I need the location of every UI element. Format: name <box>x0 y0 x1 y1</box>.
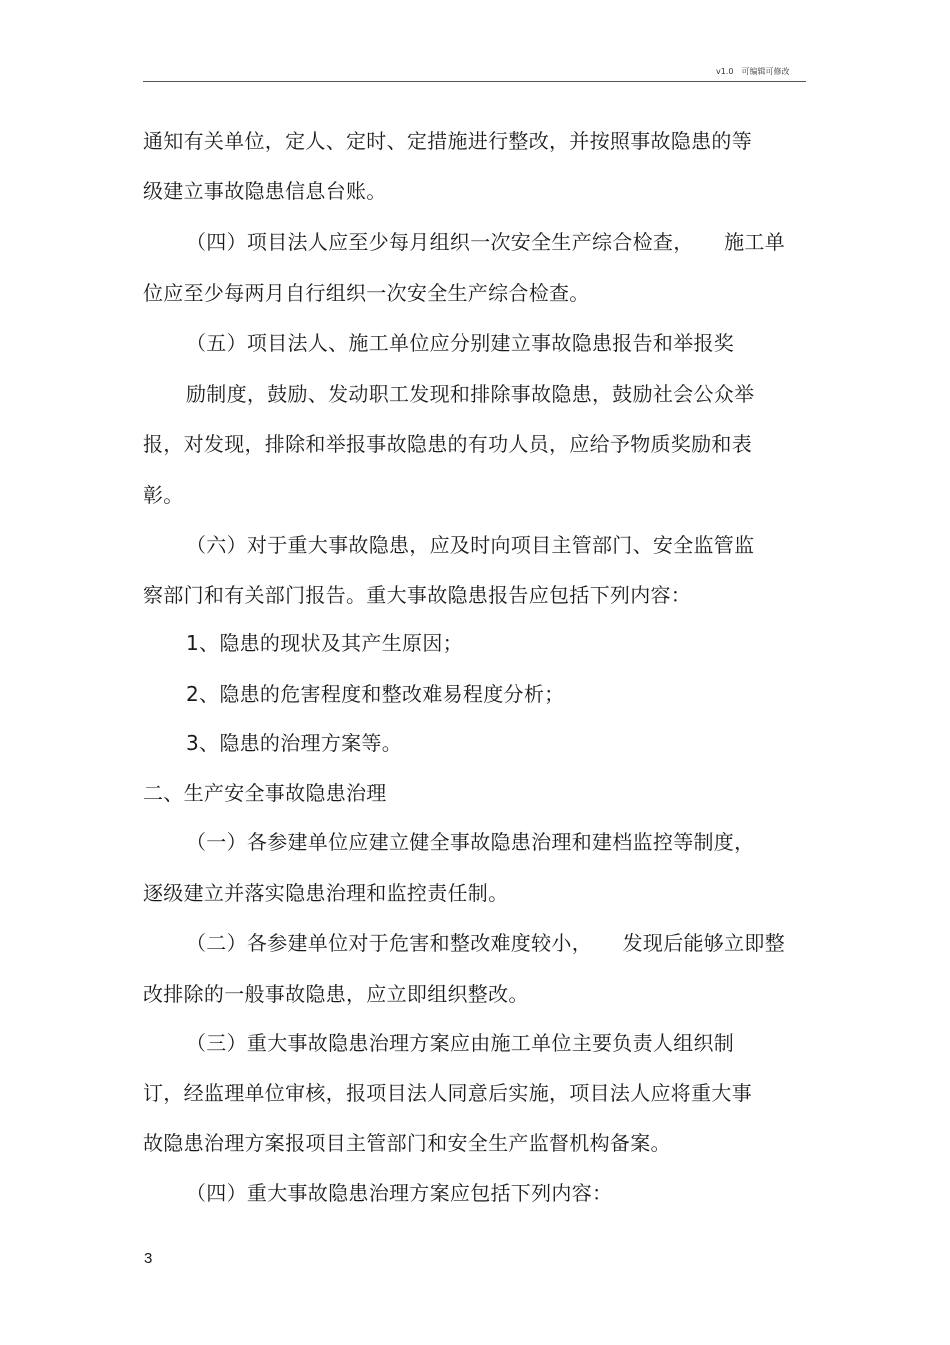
version-note: v1.0 可编辑可修改 <box>716 67 790 76</box>
body-line: 励制度，鼓励、发动职工发现和排除事故隐患，鼓励社会公众举 <box>186 382 755 406</box>
page-number: 3 <box>144 1250 153 1267</box>
body-line: （六）对于重大事故隐患，应及时向项目主管部门、安全监管监 <box>186 533 755 557</box>
body-line: （五）项目法人、施工单位应分别建立事故隐患报告和举报奖 <box>186 331 735 355</box>
body-line: 改排除的一般事故隐患，应立即组织整改。 <box>143 982 529 1006</box>
body-line: （三）重大事故隐患治理方案应由施工单位主要负责人组织制 <box>186 1031 735 1055</box>
body-line: 位应至少每两月自行组织一次安全生产综合检查。 <box>143 281 590 305</box>
body-line: 订，经监理单位审核，报项目法人同意后实施，项目法人应将重大事 <box>143 1081 752 1105</box>
body-line: 级建立事故隐患信息台账。 <box>143 179 387 203</box>
list-item: 3、隐患的治理方案等。 <box>186 731 403 755</box>
body-line: （四）项目法人应至少每月组织一次安全生产综合检查， 施工单 <box>186 230 785 254</box>
body-line: （二）各参建单位对于危害和整改难度较小， 发现后能够立即整 <box>186 931 785 955</box>
body-line: （一）各参建单位应建立健全事故隐患治理和建档监控等制度， <box>186 830 755 854</box>
body-line: （四）重大事故隐患治理方案应包括下列内容： <box>186 1181 613 1205</box>
body-line: 察部门和有关部门报告。重大事故隐患报告应包括下列内容： <box>143 583 692 607</box>
body-line: 逐级建立并落实隐患治理和监控责任制。 <box>143 881 509 905</box>
list-item: 1、隐患的现状及其产生原因； <box>186 631 463 655</box>
list-item: 2、隐患的危害程度和整改难易程度分析； <box>186 682 565 706</box>
body-line: 报，对发现，排除和举报事故隐患的有功人员，应给予物质奖励和表 <box>143 432 752 456</box>
body-line: 通知有关单位，定人、定时、定措施进行整改，并按照事故隐患的等 <box>143 129 752 153</box>
header-divider <box>143 81 806 82</box>
body-line: 故隐患治理方案报项目主管部门和安全生产监督机构备案。 <box>143 1131 671 1155</box>
section-heading: 二、生产安全事故隐患治理 <box>143 781 387 805</box>
body-line: 彰。 <box>143 483 184 507</box>
